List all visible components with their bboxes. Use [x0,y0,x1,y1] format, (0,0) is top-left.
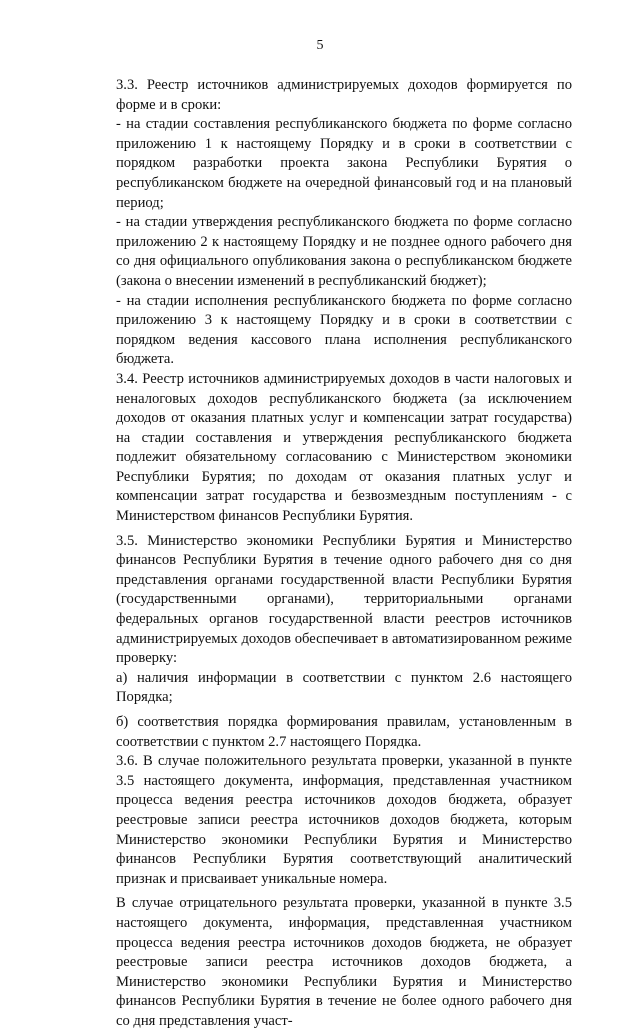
paragraph-negative-result: В случае отрицательного результата проверки, указанной в пункте 3.5 настоящего документа, информация, представленная участником процесса ведения реестра источников доходов бюджета, не образует реестровые записи реестра источников доходов бюджета, а Министерство экономики Республики Бурятия и Министерство финансов Республики Бурятия в течение не более одного рабочего дня со дня представления участ- [116,895,572,1029]
list-item-compilation-stage: - на стадии составления республиканского бюджета по форме согласно приложению 1 к настоящему Порядку и в сроки в соответствии с порядком разработки проекта закона Республики Бурятия о республиканском бюджете на очередной финансовый год и на плановый период; [116,116,572,211]
document-body [116,76,572,1032]
list-item-approval-stage: - на стадии утверждения республиканского бюджета по форме согласно приложению 2 к настоящему Порядку и не позднее одного рабочего дня со дня официального опубликования закона о республиканском бюджете (закона о внесении изменений в республиканский бюджет); [116,214,572,289]
list-item-execution-stage: - на стадии исполнения республиканского бюджета по форме согласно приложению 3 к настоящему Порядку и в сроки в соответствии с порядком ведения кассового плана исполнения республиканского бюджета. [116,292,572,368]
paragraph-3-5: 3.5. Министерство экономики Республики Бурятия и Министерство финансов Республики Бурятия в течение одного рабочего дня со дня представления органами государственной власти Республики Бурятия (государственными органами), территориальными органами федеральных органов государственной власти реестров источников администрируемых доходов обеспечивает в автоматизированном режиме проверку: [116,532,572,667]
list-item-b: б) соответствия порядка формирования правилам, установленным в соответствии с пунктом 2.7 настоящего Порядка. [116,714,572,750]
paragraph-3-3-intro: 3.3. Реестр источников администрируемых доходов формируется по форме и в сроки: [116,77,572,113]
paragraph-3-6: 3.6. В случае положительного результата проверки, указанной в пункте 3.5 настоящего документа, информация, представленная участником процесса ведения реестра источников доходов бюджета, образует реестровые записи реестра источников доходов бюджета, которым Министерство экономики Республики Бурятия и Министерство финансов Республики Бурятия соответствующий аналитический признак и присваивает уникальные номера. [116,753,572,887]
page-number: 5 [316,38,324,53]
list-item-a: а) наличия информации в соответствии с пунктом 2.6 настоящего Порядка; [116,669,572,706]
paragraph-3-4: 3.4. Реестр источников администрируемых доходов в части налоговых и неналоговых доходов республиканского бюджета (за исключением доходов от оказания платных услуг и компенсации затрат государства) на стадии составления и утверждения республиканского бюджета подлежит обязательному согласованию с Министерством экономики Республики Бурятия; по доходам от оказания платных услуг и компенсации затрат государства и безвозмездным поступлениям - с Министерством финансов Республики Бурятия. [116,370,572,525]
